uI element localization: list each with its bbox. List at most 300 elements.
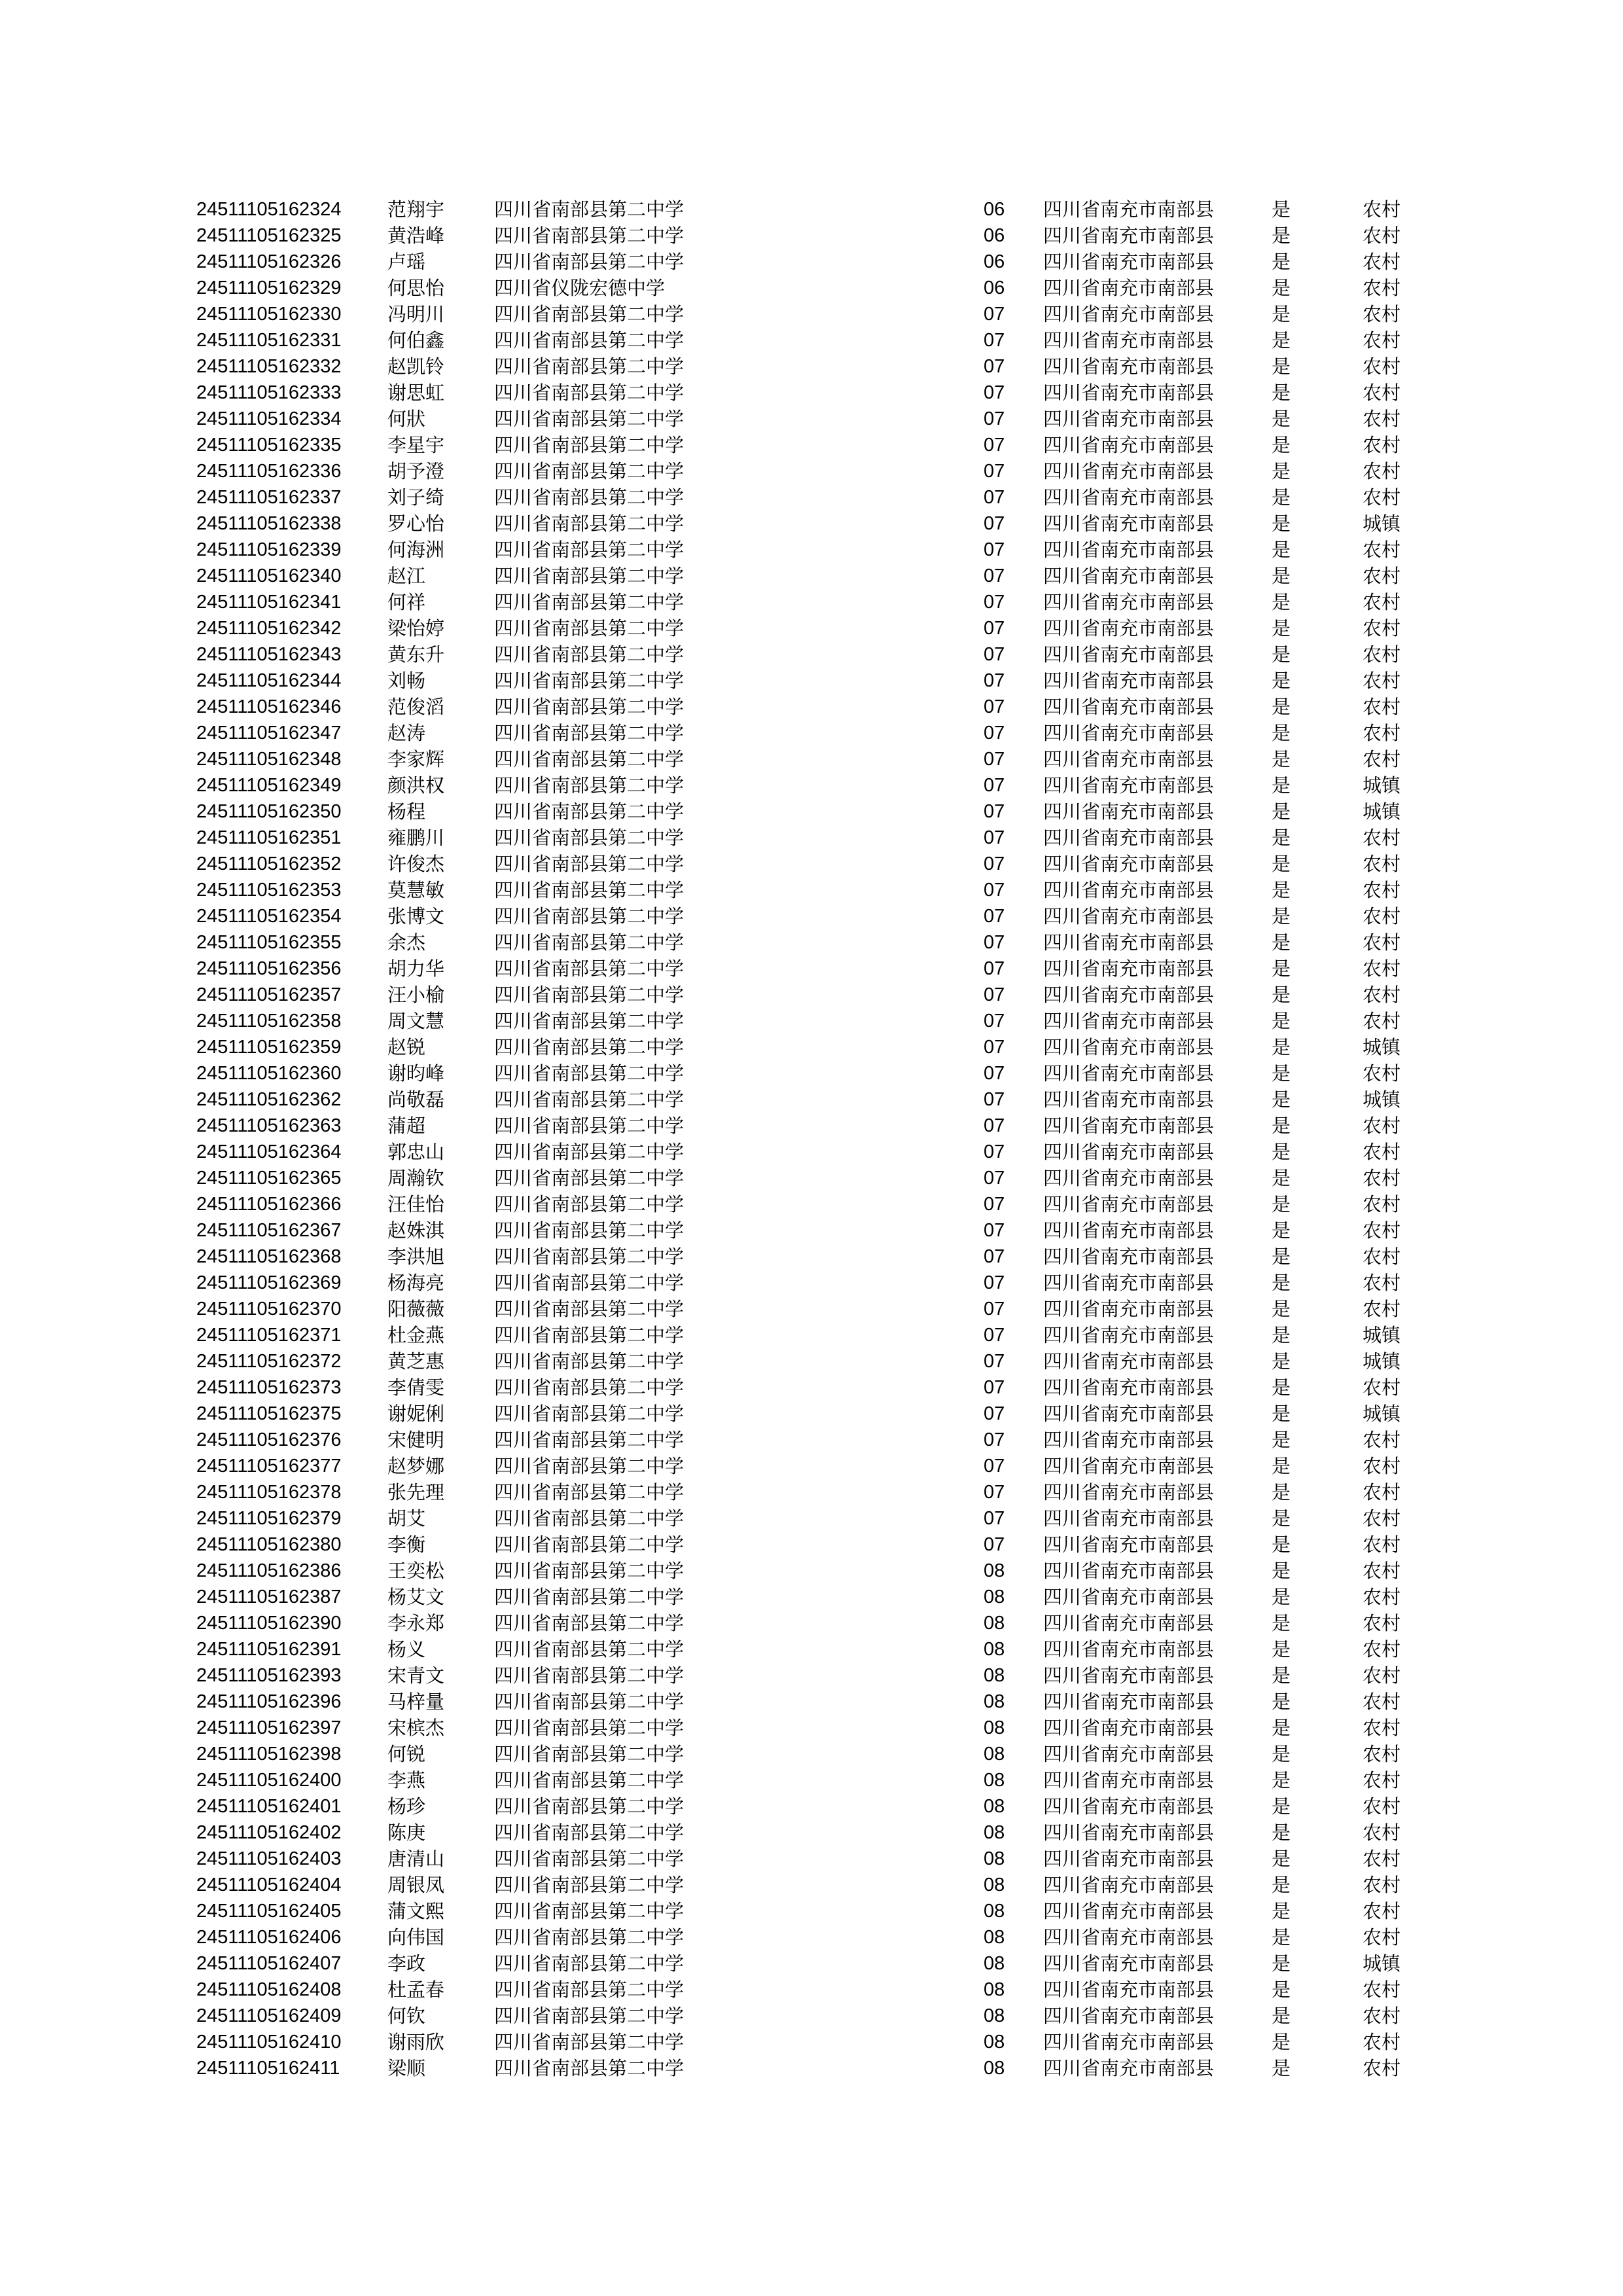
class-number-cell: 07 xyxy=(984,827,1005,848)
student-name-cell: 何思怡 xyxy=(387,277,445,299)
eligibility-flag-cell: 是 xyxy=(1272,1848,1291,1870)
residence-type-cell: 农村 xyxy=(1363,2057,1401,2079)
household-region-cell: 四川省南充市南部县 xyxy=(1043,1979,1215,2001)
residence-type-cell: 城镇 xyxy=(1363,1350,1401,1372)
household-region-cell: 四川省南充市南部县 xyxy=(1043,800,1215,823)
eligibility-flag-cell: 是 xyxy=(1272,774,1291,797)
household-region-cell: 四川省南充市南部县 xyxy=(1043,617,1215,639)
student-name-cell: 谢思虹 xyxy=(387,382,445,404)
student-name-cell: 蒲超 xyxy=(387,1115,426,1137)
eligibility-flag-cell: 是 xyxy=(1272,1743,1291,1765)
school-cell: 四川省南部县第二中学 xyxy=(494,1874,685,1896)
exam-number-cell: 24511105162353 xyxy=(196,880,342,901)
residence-type-cell: 城镇 xyxy=(1363,512,1401,535)
school-cell: 四川省南部县第二中学 xyxy=(494,251,685,273)
table-row xyxy=(196,432,1440,458)
eligibility-flag-cell: 是 xyxy=(1272,748,1291,770)
residence-type-cell: 农村 xyxy=(1363,1010,1401,1032)
student-name-cell: 李政 xyxy=(387,1952,426,1975)
eligibility-flag-cell: 是 xyxy=(1272,1036,1291,1058)
class-number-cell: 07 xyxy=(984,513,1005,534)
class-number-cell: 08 xyxy=(984,1901,1005,1922)
exam-number-cell: 24511105162360 xyxy=(196,1063,342,1084)
table-row xyxy=(196,798,1440,825)
exam-number-cell: 24511105162325 xyxy=(196,225,342,246)
class-number-cell: 07 xyxy=(984,723,1005,744)
eligibility-flag-cell: 是 xyxy=(1272,1010,1291,1032)
table-row xyxy=(196,825,1440,851)
eligibility-flag-cell: 是 xyxy=(1272,1324,1291,1346)
eligibility-flag-cell: 是 xyxy=(1272,1691,1291,1713)
eligibility-flag-cell: 是 xyxy=(1272,224,1291,247)
exam-number-cell: 24511105162378 xyxy=(196,1482,342,1503)
table-row xyxy=(196,1034,1440,1060)
school-cell: 四川省南部县第二中学 xyxy=(494,984,685,1006)
eligibility-flag-cell: 是 xyxy=(1272,1455,1291,1477)
residence-type-cell: 农村 xyxy=(1363,748,1401,770)
class-number-cell: 07 xyxy=(984,749,1005,770)
exam-number-cell: 24511105162387 xyxy=(196,1587,342,1607)
eligibility-flag-cell: 是 xyxy=(1272,1769,1291,1791)
school-cell: 四川省南部县第二中学 xyxy=(494,1088,685,1111)
table-row xyxy=(196,1086,1440,1113)
household-region-cell: 四川省南充市南部县 xyxy=(1043,1115,1215,1137)
exam-number-cell: 24511105162354 xyxy=(196,906,342,927)
school-cell: 四川省南部县第二中学 xyxy=(494,1979,685,2001)
school-cell: 四川省南部县第二中学 xyxy=(494,1848,685,1870)
residence-type-cell: 农村 xyxy=(1363,696,1401,718)
table-row xyxy=(196,929,1440,956)
class-number-cell: 07 xyxy=(984,906,1005,927)
residence-type-cell: 农村 xyxy=(1363,1900,1401,1922)
school-cell: 四川省南部县第二中学 xyxy=(494,355,685,378)
residence-type-cell: 农村 xyxy=(1363,1664,1401,1687)
table-row xyxy=(196,2055,1440,2081)
class-number-cell: 07 xyxy=(984,1220,1005,1241)
student-name-cell: 胡艾 xyxy=(387,1507,426,1530)
household-region-cell: 四川省南充市南部县 xyxy=(1043,329,1215,351)
school-cell: 四川省南部县第二中学 xyxy=(494,591,685,613)
class-number-cell: 07 xyxy=(984,304,1005,325)
school-cell: 四川省南部县第二中学 xyxy=(494,696,685,718)
residence-type-cell: 农村 xyxy=(1363,486,1401,509)
class-number-cell: 07 xyxy=(984,1429,1005,1450)
student-name-cell: 周瀚钦 xyxy=(387,1167,445,1189)
class-number-cell: 06 xyxy=(984,251,1005,272)
school-cell: 四川省南部县第二中学 xyxy=(494,1272,685,1294)
eligibility-flag-cell: 是 xyxy=(1272,486,1291,509)
school-cell: 四川省南部县第二中学 xyxy=(494,382,685,404)
household-region-cell: 四川省南充市南部县 xyxy=(1043,1821,1215,1844)
student-name-cell: 颜洪权 xyxy=(387,774,445,797)
eligibility-flag-cell: 是 xyxy=(1272,2057,1291,2079)
table-row xyxy=(196,1008,1440,1034)
eligibility-flag-cell: 是 xyxy=(1272,460,1291,482)
residence-type-cell: 农村 xyxy=(1363,1769,1401,1791)
exam-number-cell: 24511105162358 xyxy=(196,1011,342,1031)
household-region-cell: 四川省南充市南部县 xyxy=(1043,1717,1215,1739)
eligibility-flag-cell: 是 xyxy=(1272,591,1291,613)
residence-type-cell: 农村 xyxy=(1363,1717,1401,1739)
residence-type-cell: 农村 xyxy=(1363,1481,1401,1503)
table-row xyxy=(196,1165,1440,1191)
eligibility-flag-cell: 是 xyxy=(1272,1298,1291,1320)
class-number-cell: 07 xyxy=(984,1194,1005,1215)
table-row xyxy=(196,615,1440,641)
student-name-cell: 何钦 xyxy=(387,2005,426,2027)
class-number-cell: 08 xyxy=(984,1560,1005,1581)
exam-number-cell: 24511105162324 xyxy=(196,199,342,220)
eligibility-flag-cell: 是 xyxy=(1272,696,1291,718)
table-row xyxy=(196,1401,1440,1427)
student-name-cell: 黄东升 xyxy=(387,643,445,666)
student-name-cell: 宋健明 xyxy=(387,1429,445,1451)
table-row xyxy=(196,877,1440,903)
school-cell: 四川省南部县第二中学 xyxy=(494,224,685,247)
class-number-cell: 07 xyxy=(984,618,1005,639)
table-row xyxy=(196,1846,1440,1872)
residence-type-cell: 农村 xyxy=(1363,1376,1401,1399)
student-name-cell: 李燕 xyxy=(387,1769,426,1791)
eligibility-flag-cell: 是 xyxy=(1272,1821,1291,1844)
student-name-cell: 莫慧敏 xyxy=(387,879,445,901)
household-region-cell: 四川省南充市南部县 xyxy=(1043,591,1215,613)
student-name-cell: 宋槟杰 xyxy=(387,1717,445,1739)
residence-type-cell: 农村 xyxy=(1363,1193,1401,1215)
table-row xyxy=(196,1191,1440,1217)
table-row xyxy=(196,1610,1440,1636)
eligibility-flag-cell: 是 xyxy=(1272,303,1291,325)
table-row xyxy=(196,668,1440,694)
residence-type-cell: 农村 xyxy=(1363,1874,1401,1896)
student-name-cell: 谢妮俐 xyxy=(387,1403,445,1425)
household-region-cell: 四川省南充市南部县 xyxy=(1043,1350,1215,1372)
eligibility-flag-cell: 是 xyxy=(1272,329,1291,351)
class-number-cell: 08 xyxy=(984,2058,1005,2079)
residence-type-cell: 农村 xyxy=(1363,1534,1401,1556)
residence-type-cell: 农村 xyxy=(1363,2031,1401,2053)
table-row xyxy=(196,1662,1440,1689)
household-region-cell: 四川省南充市南部县 xyxy=(1043,670,1215,692)
school-cell: 四川省南部县第二中学 xyxy=(494,617,685,639)
table-row xyxy=(196,2003,1440,2029)
eligibility-flag-cell: 是 xyxy=(1272,827,1291,849)
exam-number-cell: 24511105162331 xyxy=(196,330,342,351)
student-name-cell: 张先理 xyxy=(387,1481,445,1503)
residence-type-cell: 农村 xyxy=(1363,251,1401,273)
school-cell: 四川省南部县第二中学 xyxy=(494,1586,685,1608)
household-region-cell: 四川省南充市南部县 xyxy=(1043,382,1215,404)
school-cell: 四川省南部县第二中学 xyxy=(494,1481,685,1503)
table-row xyxy=(196,746,1440,772)
eligibility-flag-cell: 是 xyxy=(1272,1167,1291,1189)
school-cell: 四川省南部县第二中学 xyxy=(494,827,685,849)
class-number-cell: 07 xyxy=(984,932,1005,953)
eligibility-flag-cell: 是 xyxy=(1272,1586,1291,1608)
residence-type-cell: 农村 xyxy=(1363,565,1401,587)
student-name-cell: 何伯鑫 xyxy=(387,329,445,351)
household-region-cell: 四川省南充市南部县 xyxy=(1043,1612,1215,1634)
student-name-cell: 余杰 xyxy=(387,931,426,954)
table-row xyxy=(196,1793,1440,1820)
table-row xyxy=(196,1767,1440,1793)
household-region-cell: 四川省南充市南部县 xyxy=(1043,984,1215,1006)
class-number-cell: 08 xyxy=(984,1613,1005,1634)
exam-number-cell: 24511105162375 xyxy=(196,1403,342,1424)
school-cell: 四川省南部县第二中学 xyxy=(494,1560,685,1582)
residence-type-cell: 农村 xyxy=(1363,1586,1401,1608)
exam-number-cell: 24511105162365 xyxy=(196,1168,342,1189)
school-cell: 四川省南部县第二中学 xyxy=(494,539,685,561)
school-cell: 四川省南部县第二中学 xyxy=(494,1350,685,1372)
class-number-cell: 08 xyxy=(984,1927,1005,1948)
exam-number-cell: 24511105162362 xyxy=(196,1089,342,1110)
eligibility-flag-cell: 是 xyxy=(1272,1088,1291,1111)
school-cell: 四川省南部县第二中学 xyxy=(494,565,685,587)
class-number-cell: 07 xyxy=(984,408,1005,429)
class-number-cell: 07 xyxy=(984,1089,1005,1110)
class-number-cell: 07 xyxy=(984,435,1005,456)
eligibility-flag-cell: 是 xyxy=(1272,1507,1291,1530)
household-region-cell: 四川省南充市南部县 xyxy=(1043,931,1215,954)
residence-type-cell: 城镇 xyxy=(1363,1036,1401,1058)
class-number-cell: 07 xyxy=(984,382,1005,403)
table-row xyxy=(196,1636,1440,1662)
exam-number-cell: 24511105162342 xyxy=(196,618,342,639)
school-cell: 四川省南部县第二中学 xyxy=(494,1821,685,1844)
class-number-cell: 08 xyxy=(984,1848,1005,1869)
class-number-cell: 08 xyxy=(984,1979,1005,2000)
household-region-cell: 四川省南充市南部县 xyxy=(1043,512,1215,535)
table-row xyxy=(196,380,1440,406)
school-cell: 四川省南部县第二中学 xyxy=(494,879,685,901)
student-name-cell: 阳薇薇 xyxy=(387,1298,445,1320)
household-region-cell: 四川省南充市南部县 xyxy=(1043,1062,1215,1085)
school-cell: 四川省南部县第二中学 xyxy=(494,748,685,770)
exam-number-cell: 24511105162398 xyxy=(196,1744,342,1765)
household-region-cell: 四川省南充市南部县 xyxy=(1043,1481,1215,1503)
exam-number-cell: 24511105162341 xyxy=(196,592,342,613)
exam-number-cell: 24511105162340 xyxy=(196,565,342,586)
exam-number-cell: 24511105162406 xyxy=(196,1927,342,1948)
student-name-cell: 梁顺 xyxy=(387,2057,426,2079)
household-region-cell: 四川省南充市南部县 xyxy=(1043,1848,1215,1870)
exam-number-cell: 24511105162363 xyxy=(196,1115,342,1136)
eligibility-flag-cell: 是 xyxy=(1272,1717,1291,1739)
class-number-cell: 07 xyxy=(984,330,1005,351)
residence-type-cell: 农村 xyxy=(1363,1298,1401,1320)
table-row xyxy=(196,851,1440,877)
table-row xyxy=(196,720,1440,746)
exam-number-cell: 24511105162338 xyxy=(196,513,342,534)
school-cell: 四川省南部县第二中学 xyxy=(494,958,685,980)
household-region-cell: 四川省南充市南部县 xyxy=(1043,2057,1215,2079)
table-row xyxy=(196,563,1440,589)
student-name-cell: 谢雨欣 xyxy=(387,2031,445,2053)
class-number-cell: 07 xyxy=(984,775,1005,796)
household-region-cell: 四川省南充市南部县 xyxy=(1043,2031,1215,2053)
household-region-cell: 四川省南充市南部县 xyxy=(1043,853,1215,875)
residence-type-cell: 农村 xyxy=(1363,931,1401,954)
class-number-cell: 07 xyxy=(984,1351,1005,1372)
table-row xyxy=(196,1977,1440,2003)
household-region-cell: 四川省南充市南部县 xyxy=(1043,198,1215,221)
exam-number-cell: 24511105162352 xyxy=(196,853,342,874)
household-region-cell: 四川省南充市南部县 xyxy=(1043,224,1215,247)
class-number-cell: 07 xyxy=(984,1246,1005,1267)
exam-number-cell: 24511105162372 xyxy=(196,1351,342,1372)
eligibility-flag-cell: 是 xyxy=(1272,722,1291,744)
class-number-cell: 08 xyxy=(984,1665,1005,1686)
household-region-cell: 四川省南充市南部县 xyxy=(1043,1507,1215,1530)
exam-number-cell: 24511105162357 xyxy=(196,984,342,1005)
table-row xyxy=(196,1924,1440,1950)
eligibility-flag-cell: 是 xyxy=(1272,251,1291,273)
table-row xyxy=(196,537,1440,563)
class-number-cell: 07 xyxy=(984,1115,1005,1136)
table-row xyxy=(196,249,1440,275)
eligibility-flag-cell: 是 xyxy=(1272,853,1291,875)
student-name-cell: 张博文 xyxy=(387,905,445,927)
household-region-cell: 四川省南充市南部县 xyxy=(1043,1088,1215,1111)
exam-number-cell: 24511105162326 xyxy=(196,251,342,272)
student-name-cell: 杨程 xyxy=(387,800,426,823)
school-cell: 四川省南部县第二中学 xyxy=(494,1769,685,1791)
table-row xyxy=(196,511,1440,537)
table-row xyxy=(196,641,1440,668)
residence-type-cell: 农村 xyxy=(1363,591,1401,613)
household-region-cell: 四川省南充市南部县 xyxy=(1043,486,1215,509)
residence-type-cell: 农村 xyxy=(1363,905,1401,927)
student-name-cell: 胡力华 xyxy=(387,958,445,980)
school-cell: 四川省南部县第二中学 xyxy=(494,2031,685,2053)
exam-number-cell: 24511105162373 xyxy=(196,1377,342,1398)
class-number-cell: 08 xyxy=(984,2005,1005,2026)
household-region-cell: 四川省南充市南部县 xyxy=(1043,1952,1215,1975)
class-number-cell: 08 xyxy=(984,1874,1005,1895)
eligibility-flag-cell: 是 xyxy=(1272,617,1291,639)
exam-number-cell: 24511105162409 xyxy=(196,2005,342,2026)
exam-number-cell: 24511105162380 xyxy=(196,1534,342,1555)
eligibility-flag-cell: 是 xyxy=(1272,1193,1291,1215)
school-cell: 四川省南部县第二中学 xyxy=(494,1638,685,1660)
eligibility-flag-cell: 是 xyxy=(1272,905,1291,927)
table-row xyxy=(196,589,1440,615)
school-cell: 四川省南部县第二中学 xyxy=(494,1010,685,1032)
household-region-cell: 四川省南充市南部县 xyxy=(1043,1455,1215,1477)
school-cell: 四川省南部县第二中学 xyxy=(494,1691,685,1713)
household-region-cell: 四川省南充市南部县 xyxy=(1043,434,1215,456)
eligibility-flag-cell: 是 xyxy=(1272,1795,1291,1818)
student-name-cell: 卢瑶 xyxy=(387,251,426,273)
class-number-cell: 07 xyxy=(984,984,1005,1005)
class-number-cell: 07 xyxy=(984,1011,1005,1031)
eligibility-flag-cell: 是 xyxy=(1272,958,1291,980)
household-region-cell: 四川省南充市南部县 xyxy=(1043,1298,1215,1320)
student-name-cell: 何海洲 xyxy=(387,539,445,561)
student-name-cell: 杨义 xyxy=(387,1638,426,1660)
class-number-cell: 07 xyxy=(984,670,1005,691)
table-row xyxy=(196,1950,1440,1977)
table-row xyxy=(196,1348,1440,1374)
eligibility-flag-cell: 是 xyxy=(1272,984,1291,1006)
residence-type-cell: 农村 xyxy=(1363,2005,1401,2027)
class-number-cell: 07 xyxy=(984,644,1005,665)
student-name-cell: 郭忠山 xyxy=(387,1141,445,1163)
student-name-cell: 周银凤 xyxy=(387,1874,445,1896)
exam-number-cell: 24511105162347 xyxy=(196,723,342,744)
exam-number-cell: 24511105162346 xyxy=(196,696,342,717)
residence-type-cell: 农村 xyxy=(1363,224,1401,247)
class-number-cell: 07 xyxy=(984,1508,1005,1529)
table-row xyxy=(196,1689,1440,1715)
exam-number-cell: 24511105162400 xyxy=(196,1770,342,1791)
table-row xyxy=(196,1872,1440,1898)
school-cell: 四川省南部县第二中学 xyxy=(494,905,685,927)
household-region-cell: 四川省南充市南部县 xyxy=(1043,1324,1215,1346)
table-row xyxy=(196,1060,1440,1086)
residence-type-cell: 农村 xyxy=(1363,329,1401,351)
eligibility-flag-cell: 是 xyxy=(1272,2005,1291,2027)
class-number-cell: 07 xyxy=(984,1482,1005,1503)
student-name-cell: 王奕松 xyxy=(387,1560,445,1582)
exam-number-cell: 24511105162337 xyxy=(196,487,342,508)
residence-type-cell: 农村 xyxy=(1363,434,1401,456)
residence-type-cell: 农村 xyxy=(1363,303,1401,325)
eligibility-flag-cell: 是 xyxy=(1272,643,1291,666)
eligibility-flag-cell: 是 xyxy=(1272,1664,1291,1687)
class-number-cell: 07 xyxy=(984,1168,1005,1189)
school-cell: 四川省南部县第二中学 xyxy=(494,2057,685,2079)
exam-number-cell: 24511105162390 xyxy=(196,1613,342,1634)
school-cell: 四川省南部县第二中学 xyxy=(494,303,685,325)
household-region-cell: 四川省南充市南部县 xyxy=(1043,1010,1215,1032)
residence-type-cell: 农村 xyxy=(1363,277,1401,299)
school-cell: 四川省南部县第二中学 xyxy=(494,1193,685,1215)
residence-type-cell: 农村 xyxy=(1363,1821,1401,1844)
exam-number-cell: 24511105162344 xyxy=(196,670,342,691)
household-region-cell: 四川省南充市南部县 xyxy=(1043,722,1215,744)
school-cell: 四川省南部县第二中学 xyxy=(494,1455,685,1477)
school-cell: 四川省南部县第二中学 xyxy=(494,670,685,692)
household-region-cell: 四川省南充市南部县 xyxy=(1043,1743,1215,1765)
class-number-cell: 07 xyxy=(984,461,1005,482)
school-cell: 四川省南部县第二中学 xyxy=(494,1167,685,1189)
eligibility-flag-cell: 是 xyxy=(1272,1560,1291,1582)
eligibility-flag-cell: 是 xyxy=(1272,1979,1291,2001)
table-row xyxy=(196,1532,1440,1558)
student-name-cell: 向伟国 xyxy=(387,1926,445,1948)
residence-type-cell: 农村 xyxy=(1363,879,1401,901)
table-row xyxy=(196,327,1440,353)
residence-type-cell: 农村 xyxy=(1363,1691,1401,1713)
eligibility-flag-cell: 是 xyxy=(1272,931,1291,954)
eligibility-flag-cell: 是 xyxy=(1272,1612,1291,1634)
residence-type-cell: 城镇 xyxy=(1363,774,1401,797)
household-region-cell: 四川省南充市南部县 xyxy=(1043,774,1215,797)
class-number-cell: 08 xyxy=(984,1796,1005,1817)
eligibility-flag-cell: 是 xyxy=(1272,1272,1291,1294)
eligibility-flag-cell: 是 xyxy=(1272,2031,1291,2053)
household-region-cell: 四川省南充市南部县 xyxy=(1043,2005,1215,2027)
school-cell: 四川省南部县第二中学 xyxy=(494,408,685,430)
exam-number-cell: 24511105162411 xyxy=(196,2058,340,2079)
class-number-cell: 07 xyxy=(984,880,1005,901)
student-name-cell: 杜孟春 xyxy=(387,1979,445,2001)
eligibility-flag-cell: 是 xyxy=(1272,1115,1291,1137)
table-row xyxy=(196,694,1440,720)
household-region-cell: 四川省南充市南部县 xyxy=(1043,1874,1215,1896)
